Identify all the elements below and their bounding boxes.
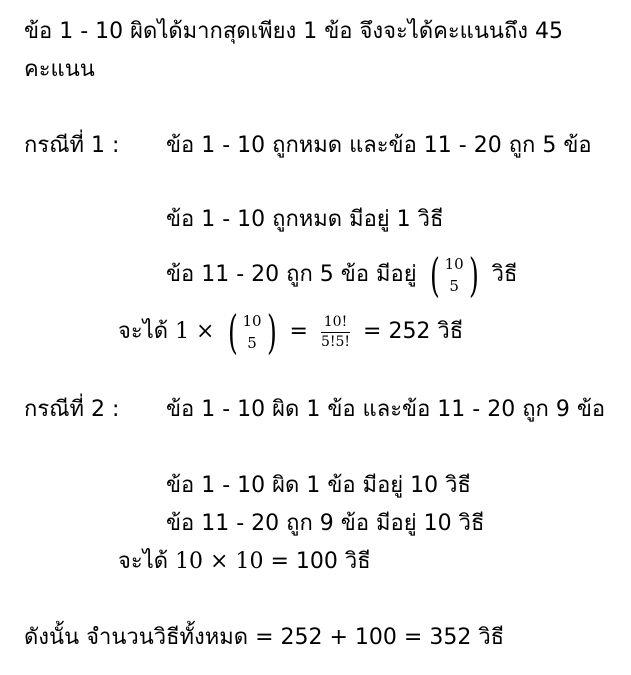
binom-bottom: 5 bbox=[247, 334, 257, 352]
left-paren: ( bbox=[227, 305, 238, 359]
intro-line-2: คะแนน bbox=[24, 57, 95, 82]
case2-heading: ข้อ 1 - 10 ผิด 1 ข้อ และข้อ 11 - 20 ถูก 9 ข้อ bbox=[166, 397, 606, 422]
case2-step-2: ข้อ 11 - 20 ถูก 9 ข้อ มีอยู่ 10 วิธี bbox=[166, 511, 485, 536]
binomial-coefficient-result bbox=[224, 305, 281, 359]
case1-heading-row bbox=[24, 131, 592, 161]
case1-result-factor: 1 × bbox=[175, 319, 215, 344]
binomial-coefficient bbox=[426, 248, 483, 302]
intro-line-1: ข้อ 1 - 10 ผิดได้มากสุดเพียง 1 ข้อ จึงจะได้คะแนนถึง 45 bbox=[24, 19, 563, 44]
case1-step-1: ข้อ 1 - 10 ถูกหมด มีอยู่ 1 วิธี bbox=[166, 207, 444, 232]
case1-result-prefix: จะได้ bbox=[118, 319, 169, 344]
case1-result-eq1: = bbox=[289, 319, 308, 344]
case1-heading: ข้อ 1 - 10 ถูกหมด และข้อ 11 - 20 ถูก 5 ข้อ bbox=[166, 133, 592, 158]
binom-bottom: 5 bbox=[449, 277, 459, 295]
case2-result-prefix: จะได้ bbox=[118, 549, 169, 574]
case1-step-2-prefix: ข้อ 11 - 20 ถูก 5 ข้อ มีอยู่ bbox=[166, 262, 417, 287]
case1-result bbox=[118, 305, 464, 359]
fraction-denominator: 5!5! bbox=[320, 333, 351, 350]
case2-result-tail: = 100 วิธี bbox=[270, 549, 371, 574]
case2-heading-row bbox=[24, 395, 605, 425]
case1-label: กรณีที่ 1 : bbox=[24, 133, 120, 158]
case2-label: กรณีที่ 2 : bbox=[24, 397, 120, 422]
case1-result-eq2: = 252 วิธี bbox=[363, 319, 464, 344]
case2-step-1: ข้อ 1 - 10 ผิด 1 ข้อ มีอยู่ 10 วิธี bbox=[166, 473, 471, 498]
case1-step-2-suffix: วิธี bbox=[491, 262, 518, 287]
binom-top: 10 bbox=[242, 312, 262, 330]
binom-top: 10 bbox=[444, 255, 464, 273]
conclusion: ดังนั้น จำนวนวิธีทั้งหมด = 252 + 100 = 352 วิธี bbox=[24, 625, 505, 650]
factorial-fraction bbox=[318, 314, 353, 351]
case1-step-2 bbox=[166, 248, 518, 302]
right-paren: ) bbox=[468, 248, 479, 302]
fraction-numerator: 10! bbox=[321, 314, 350, 333]
left-paren: ( bbox=[429, 248, 440, 302]
case2-result-expr: 10 × 10 bbox=[175, 549, 264, 574]
case2-result bbox=[118, 547, 371, 577]
right-paren: ) bbox=[266, 305, 277, 359]
